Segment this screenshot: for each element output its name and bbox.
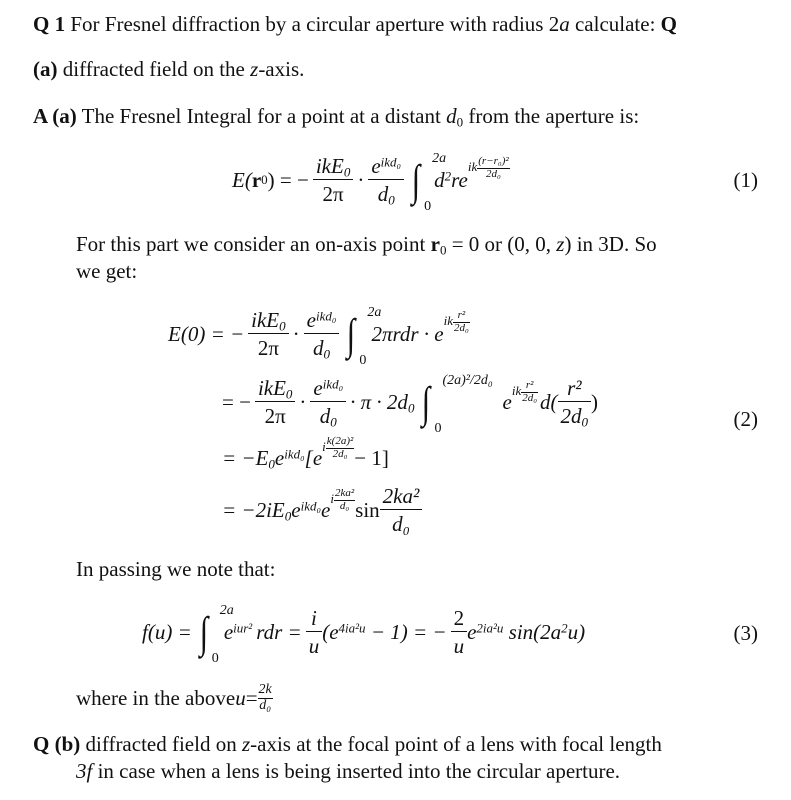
q-marker: Q: [660, 12, 678, 36]
question-b-line-2: 3f in case when a lens is being inserted into the circular aperture.: [76, 759, 621, 783]
equation-1-number: (1): [733, 168, 758, 192]
equation-2-line-1: E(0) = − $\frac{ikE_0}{2\pi}$ · $\frac{e^{ikd_0}}{d_0}$ ∫ 2a 0 2πrdr · e ik $\frac{\text{r²}}{\text{2d₀}}$: [168, 304, 469, 368]
eq1-exponent: ik $\frac{\text{(r−r₀)²}}{\text{2d₀}}$: [467, 154, 509, 180]
question-1-heading: Q 1 For Fresnel diffraction by a circular aperture with radius 2a calculate: Q: [33, 12, 678, 36]
question-b-line-1: Q (b) diffracted field on z-axis at the focal point of a lens with focal length: [33, 732, 662, 756]
in-passing-text: In passing we note that:: [76, 557, 276, 581]
eq1-integral: ∫ 2a 0: [411, 150, 447, 214]
onaxis-paragraph-line-2: we get:: [76, 259, 138, 283]
equation-3-number: (3): [733, 621, 758, 645]
equation-3: f(u) = ∫ 2a 0 $e^{iur^2}$ rdr = $\frac{i}{u}$ $(e^{4ia^2u} - 1)$ = − $\frac{2}{u}$ $e^{2ia^2u}$ $\sin(2a^2u)$: [142, 602, 586, 666]
equation-2-line-2: = − $\frac{ikE_0}{2\pi}$ · $\frac{e^{ikd_0}}{d_0}$ · $\pi \cdot 2d_0$ ∫ (2a)²/2d₀ 0 e ik $\frac{\text{r²}}{\text{2d₀}}$ d( $\frac{\text{r²}}{2d_0}$ ): [222, 372, 599, 436]
answer-label: A (a): [33, 104, 77, 128]
equation-1: E( r 0 ) = − $\frac{ikE_0}{2\pi}$ · $\frac{e^{ikd_0}}{d_0}$ ∫ 2a 0 $d^2re$ ik $\frac{\text{(r−r₀)²}}{\text{2d₀}}$: [232, 150, 509, 214]
equation-2-line-3: = $-E_0e^{ikd_0}[e$ i $\frac{\text{k(2a)²}}{\text{2d₀}}$ − 1]: [222, 434, 389, 471]
eq2-integral-2: ∫ (2a)²/2d₀ 0: [422, 372, 493, 436]
part-a-question: (a) diffracted field on the z-axis.: [33, 57, 305, 81]
equation-2-number: (2): [733, 407, 758, 431]
eq1-fraction-ike0: $\frac{ikE_0}{2\pi}$: [313, 155, 353, 205]
question-b-label: Q (b): [33, 732, 81, 756]
answer-a-intro: A (a) The Fresnel Integral for a point at a distant $d_0$ from the aperture is:: [33, 104, 640, 130]
question-label: Q 1: [33, 12, 66, 36]
equation-2-line-4: = $-2iE_0e^{ikd_0}e$ i $\frac{\text{2ka²}}{\text{d₀}}$ sin $\frac{\text{2ka²}}{\text{d₀}}$: [222, 482, 422, 538]
where-definition: where in the above u = $\frac{2k}{\text{d₀}}$: [76, 681, 272, 713]
eq1-fraction-phase: $\frac{e^{ikd_0}}{d_0}$: [368, 155, 404, 205]
eq2-integral-1: ∫ 2a 0: [347, 304, 382, 368]
onaxis-paragraph-line-1: For this part we consider an on-axis point $r_0 = 0$ or (0, 0, z) in 3D. So: [76, 232, 657, 258]
eq3-integral: ∫ 2a 0: [199, 602, 234, 666]
